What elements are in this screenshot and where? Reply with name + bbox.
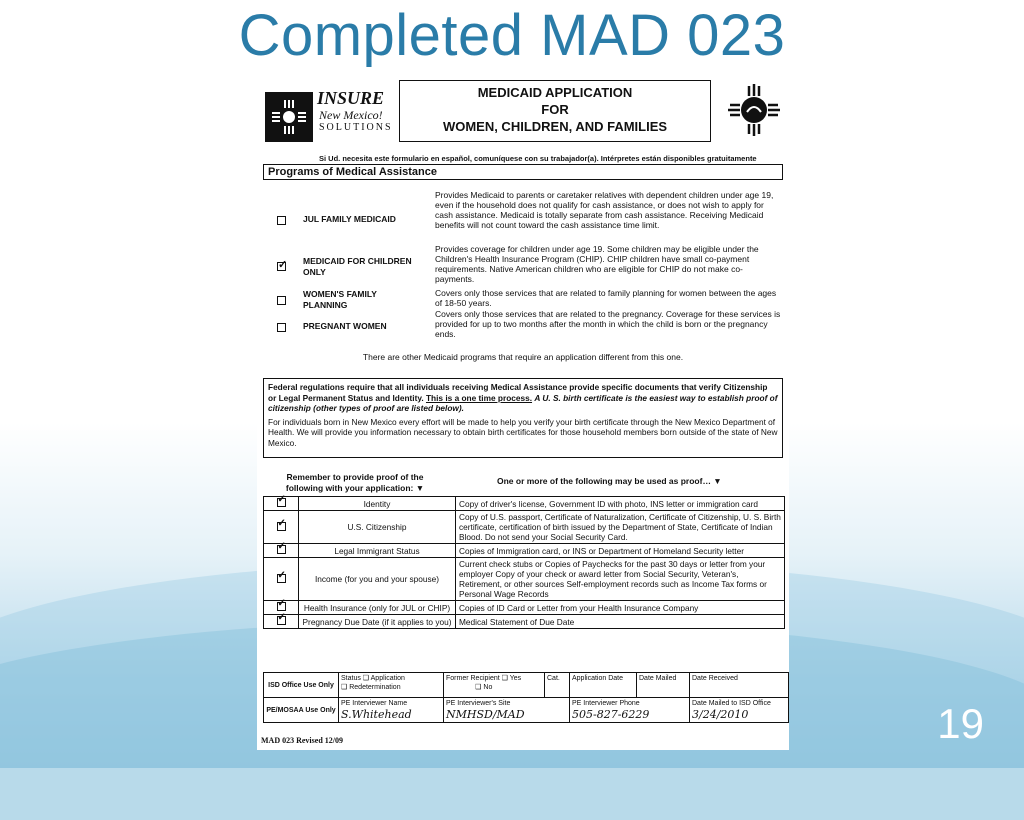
isd-office-label: ISD Office Use Only bbox=[264, 673, 339, 698]
program-name: WOMEN'S FAMILY PLANNING bbox=[303, 289, 377, 310]
checkbox-citizenship[interactable] bbox=[277, 522, 286, 531]
form-title-line1: MEDICAID APPLICATION bbox=[477, 85, 633, 100]
proof-item: Health Insurance (only for JUL or CHIP) bbox=[299, 601, 456, 615]
table-row bbox=[264, 558, 785, 601]
checkbox-womens-family-planning[interactable] bbox=[277, 296, 286, 305]
pe-mosaa-label: PE/MOSAA Use Only bbox=[264, 698, 339, 723]
proof-item: Legal Immigrant Status bbox=[299, 544, 456, 558]
pe-site-label: PE Interviewer's Site bbox=[446, 700, 511, 707]
table-cell bbox=[264, 615, 299, 629]
status-cell: Status ❑ Application ❑ Redetermination bbox=[339, 673, 444, 698]
federal-underlined-text: This is a one time process. bbox=[425, 392, 533, 403]
proof-text: Copy of driver's license, Government ID with photo, INS letter or immigration card bbox=[456, 497, 785, 511]
table-row bbox=[264, 673, 789, 698]
pe-phone-label: PE Interviewer Phone bbox=[572, 700, 640, 707]
mailed-isd-cell bbox=[690, 698, 789, 723]
form-footer: MAD 023 Revised 12/09 bbox=[261, 736, 343, 745]
program-description: Provides coverage for children under age 19. Some children may be eligible under the Children's Health Insurance Program (CHIP). CHIP children have small co-payment requirements. Native American children who are eligible for CHIP do not make co-payments. bbox=[435, 244, 759, 284]
table-cell bbox=[264, 511, 299, 544]
program-description: Covers only those services that are related to the pregnancy. Coverage for these services is provided for up to two months after the month in which the child is born or the pregnancy ends. bbox=[435, 309, 781, 339]
status-option-application[interactable]: Application bbox=[370, 675, 405, 682]
mailed-isd-label: Date Mailed to ISD Office bbox=[692, 700, 771, 707]
pe-name-cell bbox=[339, 698, 444, 723]
pe-site-cell bbox=[444, 698, 570, 723]
proof-header-right: One or more of the following may be used as proof… ▼ bbox=[497, 476, 722, 486]
checkbox-income[interactable] bbox=[277, 574, 286, 583]
federal-italic-text: A U. S. birth certificate is the easiest way to establish proof of citizenship (other types of proof are listed below). bbox=[268, 392, 778, 413]
proof-item: Identity bbox=[299, 497, 456, 511]
status-option-redetermination[interactable]: Redetermination bbox=[349, 684, 401, 691]
table-cell bbox=[264, 558, 299, 601]
program-name: JUL FAMILY MEDICAID bbox=[303, 214, 396, 224]
status-label: Status bbox=[341, 675, 361, 682]
pe-name-label: PE Interviewer Name bbox=[341, 700, 408, 707]
form-title-line3: WOMEN, CHILDREN, AND FAMILIES bbox=[442, 119, 668, 134]
insure-logo bbox=[265, 84, 393, 138]
logo-line1: INSURE bbox=[317, 88, 385, 108]
date-mailed-label: Date Mailed bbox=[637, 673, 690, 698]
checkbox-pregnant-women[interactable] bbox=[277, 323, 286, 332]
checkbox-medicaid-children[interactable] bbox=[277, 262, 286, 271]
proof-table bbox=[263, 496, 785, 629]
zia-seal-icon bbox=[727, 82, 781, 138]
spanish-note: Si Ud. necesita este formulario en español, comuníquese con su trabajador(a). Intérpretes están disponibles gratuitamente bbox=[319, 154, 757, 163]
checkbox-health-insurance[interactable] bbox=[277, 602, 286, 611]
checkbox-identity[interactable] bbox=[277, 498, 286, 507]
new-mexico-state-icon bbox=[265, 92, 313, 142]
proof-header-left: Remember to provide proof of the following with your application: ▼ bbox=[285, 472, 425, 493]
table-cell bbox=[264, 497, 299, 511]
cat-label: Cat. bbox=[545, 673, 570, 698]
form-title bbox=[399, 80, 711, 142]
pe-phone-value[interactable]: 505-827-6229 bbox=[572, 708, 650, 721]
mailed-isd-value[interactable]: 3/24/2010 bbox=[692, 708, 749, 721]
proof-item: Pregnancy Due Date (if it applies to you) bbox=[299, 615, 456, 629]
table-row bbox=[264, 497, 785, 511]
former-yes[interactable]: Yes bbox=[509, 675, 522, 682]
table-row bbox=[264, 698, 789, 723]
slide-number: 19 bbox=[937, 700, 984, 747]
proof-item: Income (for you and your spouse) bbox=[299, 558, 456, 601]
federal-bold-text: Federal regulations require that all individuals receiving Medical Assistance provide specific documents that verify Citizenship or Legal Permanent Status and Identity. bbox=[268, 382, 768, 403]
date-received-label: Date Received bbox=[690, 673, 789, 698]
office-use-table bbox=[263, 672, 789, 723]
proof-item: U.S. Citizenship bbox=[299, 511, 456, 544]
proof-text: Copies of ID Card or Letter from your Health Insurance Company bbox=[456, 601, 785, 615]
checkbox-jul-family-medicaid[interactable] bbox=[277, 216, 286, 225]
checkbox-pregnancy-due-date[interactable] bbox=[277, 616, 286, 625]
proof-text: Current check stubs or Copies of Paychecks for the past 30 days or letter from your employer Copy of your check or award letter from Social Security, Veteran's, Retirement, or other sources Self-employment records such as Income Tax forms or Personal Wage Records bbox=[456, 558, 785, 601]
form-title-line2: FOR bbox=[541, 102, 569, 117]
logo-line3: SOLUTIONS bbox=[319, 122, 393, 133]
slide-title: Completed MAD 023 bbox=[238, 3, 786, 68]
former-recipient-cell: Former Recipient ❑ Yes ❑ No bbox=[444, 673, 545, 698]
federal-body-text: For individuals born in New Mexico every effort will be made to help you verify your birth certificate through the New Mexico Department of Health. We will provide you information necessary to obtain birth certificates for those household members born outside of the state of New Mexico. bbox=[268, 416, 778, 448]
proof-text: Copies of Immigration card, or INS or Department of Homeland Security letter bbox=[456, 544, 785, 558]
logo-line2: New Mexico! bbox=[319, 108, 383, 122]
program-description: Provides Medicaid to parents or caretaker relatives with dependent children under age 19, even if the household does not qualify for cash assistance, or does not wish to apply for cash assistance. Medicaid is totally separate from cash assistance. Receiving Medicaid benefits will not count toward the cash assistance time limit. bbox=[435, 190, 774, 230]
table-cell bbox=[264, 544, 299, 558]
former-no[interactable]: No bbox=[483, 684, 493, 691]
other-programs-note: There are other Medicaid programs that require an application different from this one. bbox=[362, 352, 684, 362]
proof-text: Medical Statement of Due Date bbox=[456, 615, 785, 629]
table-row bbox=[264, 615, 785, 629]
former-recipient-label: Former Recipient bbox=[446, 675, 500, 682]
form-document bbox=[257, 78, 789, 750]
checkbox-legal-immigrant[interactable] bbox=[277, 545, 286, 554]
pe-phone-cell bbox=[570, 698, 690, 723]
programs-header: Programs of Medical Assistance bbox=[263, 164, 783, 180]
proof-text: Copy of U.S. passport, Certificate of Naturalization, Certificate of Citizenship, U. S. Birth certificate, certification of birth issued by the Department of State, Certificate of Indian Blood. Do not send your Social Security Card. bbox=[456, 511, 785, 544]
program-description: Covers only those services that are related to family planning for women between the ages of 18-50 years. bbox=[435, 288, 777, 308]
federal-regulations-box bbox=[263, 378, 783, 458]
pe-name-value[interactable]: S.Whitehead bbox=[341, 708, 412, 721]
table-row bbox=[264, 511, 785, 544]
program-name: MEDICAID FOR CHILDREN ONLY bbox=[303, 256, 412, 277]
table-row bbox=[264, 601, 785, 615]
table-row bbox=[264, 544, 785, 558]
pe-site-value[interactable]: NMHSD/MAD bbox=[446, 708, 525, 721]
program-name: PREGNANT WOMEN bbox=[303, 321, 387, 331]
application-date-label: Application Date bbox=[570, 673, 637, 698]
